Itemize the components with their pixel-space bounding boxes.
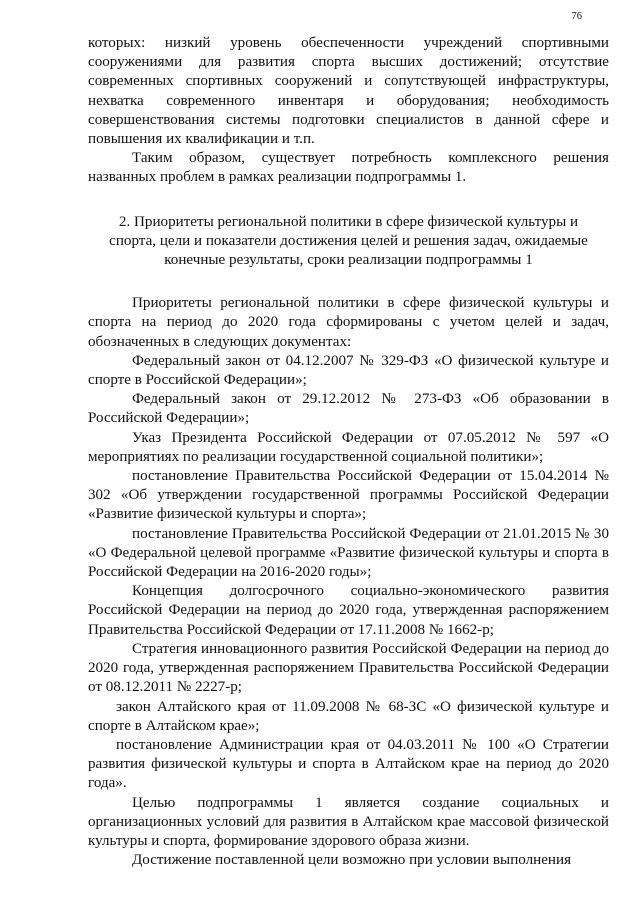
paragraph-concept-1662: Концепция долгосрочного социально-экономического развития Российской Федерации на период до 2020 года, утвержденная распоряжением Правительства Российской Федерации от 17.11.2008 № 1662-р;	[88, 583, 609, 638]
paragraph-resolution-302: постановление Правительства Российской Федерации от 15.04.2014 № 302 «Об утверждении государственной программы Российской Федерации «Развитие физической культуры и спорта»;	[88, 468, 609, 523]
paragraph-strategy-2227: Стратегия инновационного развития Российской Федерации на период до 2020 года, утвержденная распоряжением Правительства Российской Федерации от 08.12.2011 № 2227-р;	[88, 640, 609, 696]
paragraph-subprogram-goal: Целью подпрограммы 1 является создание социальных и организационных условий для развития в Алтайском крае массовой физической культуры и спорта, формирование здорового образа жизни.	[88, 794, 609, 849]
paragraph-resolution-30: постановление Правительства Российской Федерации от 21.01.2015 № 30 «О Федеральной целевой программе «Развитие физической культуры и спорта в Российской Федерации на 2016-2020 годы»;	[88, 525, 609, 581]
paragraph-goal-achievement: Достижение поставленной цели возможно при условии выполнения	[132, 852, 572, 869]
paragraph-altai-resolution-100: постановление Администрации края от 04.03.2011 № 100 «О Стратегии развития физической культуры и спорта в Алтайском крае на период до 2020 года».	[88, 736, 609, 792]
paragraph-altai-law-68: закон Алтайского края от 11.09.2008 № 68-ЗС «О физической культуре и спорте в Алтайском крае»;	[88, 698, 609, 734]
paragraph-conclusion: Таким образом, существует потребность комплексного решения названных проблем в рамках реализации подпрограммы 1.	[88, 150, 609, 186]
paragraph-federal-law-329: Федеральный закон от 04.12.2007 № 329-ФЗ «О физической культуре и спорте в Российской Федерации»;	[88, 352, 609, 389]
document-body	[88, 34, 609, 870]
paragraph-intro-continuation: которых: низкий уровень обеспеченности учреждений спортивными сооружениями для развития спорта высших достижений; отсутствие современных спортивных сооружений и сопутствующей инфраструктуры, нехватка современного инвентаря и оборудования; необходимость совершенствования системы подготовки специалистов в данной сфере и повышения их квалификации и т.п.	[88, 35, 609, 148]
section-heading: 2. Приоритеты региональной политики в сфере физической культуры и спорта, цели и показатели достижения целей и решения задач, ожидаемые конечные результаты, сроки реализации подпрограммы 1	[109, 213, 588, 269]
paragraph-decree-597: Указ Президента Российской Федерации от 07.05.2012 № 597 «О мероприятиях по реализации государственной социальной политики»;	[88, 429, 609, 465]
page-number: 76	[571, 11, 582, 22]
paragraph-federal-law-273: Федеральный закон от 29.12.2012 № 273-ФЗ «Об образовании в Российской Федерации»;	[88, 391, 609, 427]
paragraph-priorities: Приоритеты региональной политики в сфере физической культуры и спорта на период до 2020 года сформированы с учетом целей и задач, обозначенных в следующих документах:	[88, 295, 609, 350]
